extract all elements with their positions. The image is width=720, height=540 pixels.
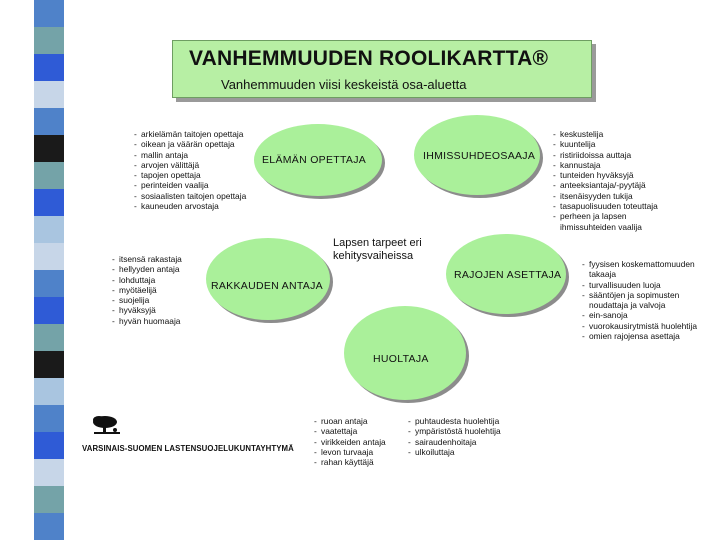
stripe-cell xyxy=(34,81,64,108)
list-item: - anteeksiantaja/-pyytäjä xyxy=(553,180,658,190)
list-item: - itsensä rakastaja xyxy=(112,254,182,264)
stripe-cell xyxy=(34,108,64,135)
stripe-cell xyxy=(34,270,64,297)
list-item: - hellyyden antaja xyxy=(112,264,182,274)
center-text-line-1: Lapsen tarpeet eri xyxy=(333,237,422,249)
stripe-cell xyxy=(34,189,64,216)
list-item: - turvallisuuden luoja xyxy=(582,280,697,290)
list-huoltaja-right xyxy=(408,416,501,457)
list-rakkauden-antaja xyxy=(112,254,182,326)
list-item: - virikkeiden antaja xyxy=(314,437,386,447)
role-label-huoltaja: HUOLTAJA xyxy=(373,353,429,365)
role-circle-rajojen-asettaja xyxy=(446,234,566,314)
page-subtitle: Vanhemmuuden viisi keskeistä osa-aluetta xyxy=(221,77,467,92)
decorative-stripe xyxy=(0,0,70,540)
list-item: takaaja xyxy=(589,269,617,280)
role-circle-rakkauden-antaja xyxy=(206,238,330,320)
stripe-cell xyxy=(34,0,64,27)
role-label-ihmissuhdeosaaja: IHMISSUHDEOSAAJA xyxy=(423,150,536,162)
stripe-cell xyxy=(34,27,64,54)
list-item: - ein-sanoja xyxy=(582,310,697,320)
list-item: - tapojen opettaja xyxy=(134,170,246,180)
stripe-cell xyxy=(34,243,64,270)
list-item: - kauneuden arvostaja xyxy=(134,201,246,211)
organization-name: VARSINAIS-SUOMEN LASTENSUOJELUKUNTAYHTYMÄ xyxy=(82,444,294,453)
list-item: - suojelija xyxy=(112,295,182,305)
list-item: - oikean ja väärän opettaja xyxy=(134,139,246,149)
list-item: - arkielämän taitojen opettaja xyxy=(134,129,246,139)
list-item: noudattaja ja valvoja xyxy=(589,300,666,311)
stripe-cell xyxy=(34,351,64,378)
list-item: - hyvän huomaaja xyxy=(112,316,182,326)
list-item: - kannustaja xyxy=(553,160,658,170)
list-item: - tunteiden hyväksyjä xyxy=(553,170,658,180)
list-rajojen-asettaja xyxy=(582,259,697,341)
tree-logo-icon xyxy=(90,414,124,436)
stripe-cell xyxy=(34,432,64,459)
role-circle-huoltaja xyxy=(344,306,466,400)
role-circle-elaman-opettaja xyxy=(254,124,382,196)
list-item: - itsenäisyyden tukija xyxy=(553,191,658,201)
role-circle-ihmissuhdeosaaja xyxy=(414,115,540,195)
list-item: - ristiriidoissa auttaja xyxy=(553,150,658,160)
center-text xyxy=(333,237,422,263)
list-item: - ympäristöstä huolehtija xyxy=(408,426,501,436)
list-item: - sääntöjen ja sopimusten xyxy=(582,290,697,300)
list-item: - perinteiden vaalija xyxy=(134,180,246,190)
list-item: - sairaudenhoitaja xyxy=(408,437,501,447)
stripe-cell xyxy=(34,216,64,243)
list-item: - mallin antaja xyxy=(134,150,246,160)
list-item: - fyysisen koskemattomuuden xyxy=(582,259,697,269)
list-item: - vuorokausirytmistä huolehtija xyxy=(582,321,697,331)
title-box xyxy=(172,40,592,98)
stripe-cell xyxy=(34,486,64,513)
list-item: - omien rajojensa asettaja xyxy=(582,331,697,341)
page-title: VANHEMMUUDEN ROOLIKARTTA® xyxy=(189,47,549,70)
role-label-rakkauden-antaja: RAKKAUDEN ANTAJA xyxy=(211,280,323,292)
list-item: - perheen ja lapsen xyxy=(553,211,658,221)
center-text-line-2: kehitysvaiheissa xyxy=(333,250,414,262)
list-item: - kuuntelija xyxy=(553,139,658,149)
role-label-rajojen-asettaja: RAJOJEN ASETTAJA xyxy=(454,269,562,281)
list-item: - sosiaalisten taitojen opettaja xyxy=(134,191,246,201)
list-item: - myötäelijä xyxy=(112,285,182,295)
list-item: - rahan käyttäjä xyxy=(314,457,386,467)
stripe-cell xyxy=(34,135,64,162)
list-item: - puhtaudesta huolehtija xyxy=(408,416,501,426)
list-item: - ruoan antaja xyxy=(314,416,386,426)
stripe-cell xyxy=(34,405,64,432)
stripe-gap xyxy=(64,0,70,540)
list-elaman-opettaja xyxy=(134,129,246,211)
list-item: - vaatettaja xyxy=(314,426,386,436)
list-item: - keskustelija xyxy=(553,129,658,139)
list-ihmissuhdeosaaja xyxy=(553,129,658,232)
stripe-cell xyxy=(34,324,64,351)
list-item: - ulkoiluttaja xyxy=(408,447,501,457)
list-item: - hyväksyjä xyxy=(112,305,182,315)
role-label-elaman-opettaja: ELÄMÄN OPETTAJA xyxy=(262,154,367,166)
stripe-cell xyxy=(34,297,64,324)
list-huoltaja-left xyxy=(314,416,386,467)
stripe-cell xyxy=(34,378,64,405)
stripe-cell xyxy=(34,459,64,486)
list-item: - lohduttaja xyxy=(112,275,182,285)
stripe-cell xyxy=(34,513,64,540)
stripe-cell xyxy=(34,54,64,81)
list-item: - tasapuolisuuden toteuttaja xyxy=(553,201,658,211)
list-item: ihmissuhteiden vaalija xyxy=(560,221,642,232)
list-item: - arvojen välittäjä xyxy=(134,160,246,170)
list-item: - levon turvaaja xyxy=(314,447,386,457)
stripe-cell xyxy=(34,162,64,189)
